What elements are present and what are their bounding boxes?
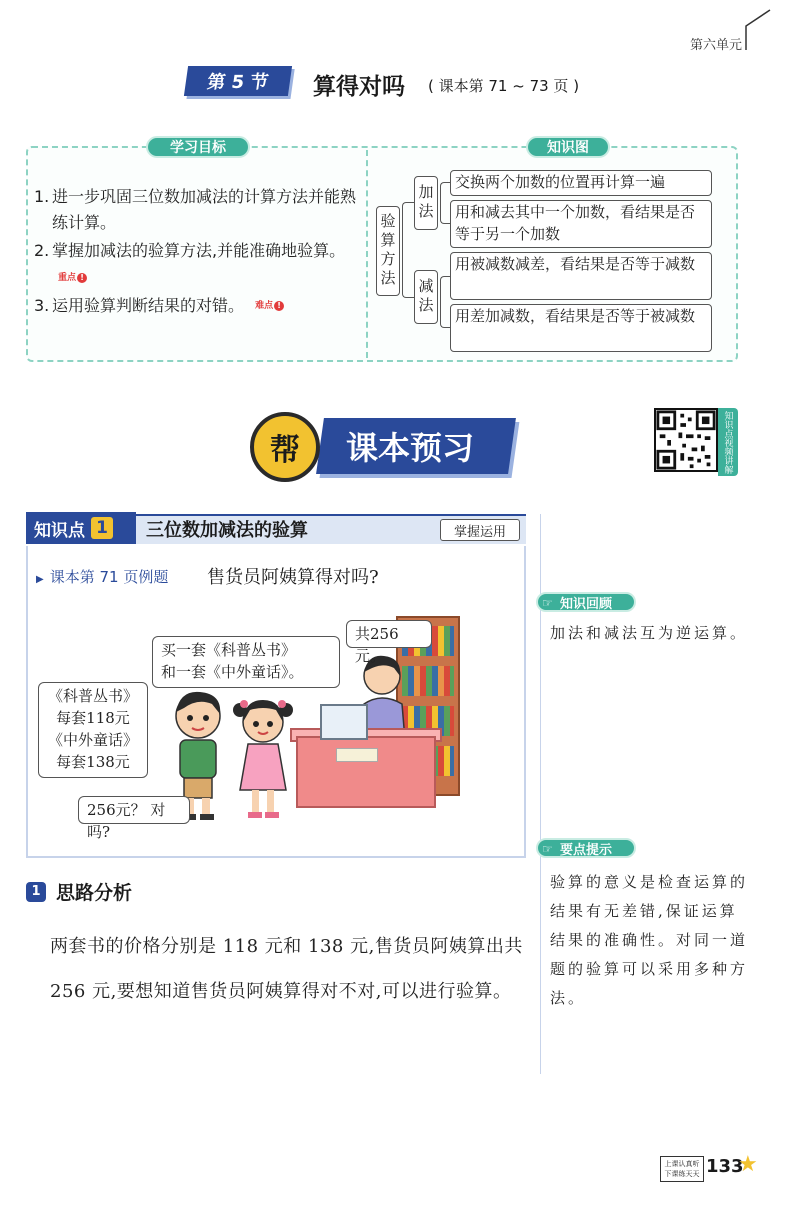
- goals-list: [34, 184, 364, 321]
- banner-title: 课本预习: [316, 418, 516, 474]
- qr-code-icon[interactable]: [654, 408, 718, 472]
- tips-text: 验算的意义是检查运算的结果有无差错,保证运算结果的准确性。对同一道题的验算可以采用多种方法。: [550, 873, 749, 1007]
- map-add-method-1: 交换两个加数的位置再计算一遍: [450, 170, 712, 196]
- review-text: 加法和减法互为逆运算。: [550, 624, 749, 642]
- map-add-label: 加法: [414, 176, 438, 230]
- goal-item: 3. 运用验算判断结果的对错。 难点 !: [34, 293, 364, 320]
- unit-title: 第六单元: [689, 38, 742, 53]
- page-number: 133: [706, 1156, 744, 1177]
- analysis-number: 1: [26, 882, 46, 902]
- paper-illustration: [336, 748, 378, 762]
- map-sub-method-2: 用差加减数，看结果是否等于被减数: [450, 304, 712, 352]
- key-point-tag: 重点 !: [58, 265, 87, 291]
- speech-bubble-total: 共256元。: [346, 620, 432, 648]
- review-label: ☞ 知识回顾: [536, 592, 636, 612]
- map-bracket-sub: [440, 276, 450, 328]
- triangle-icon: ▶: [36, 574, 44, 585]
- goal-item: 2. 掌握加减法的验算方法,并能准确地验算。 重点 !: [34, 238, 364, 291]
- difficult-point-tag: 难点 !: [255, 293, 284, 319]
- counter-illustration: [296, 736, 436, 808]
- knowledge-map-label: 知识图: [526, 136, 610, 158]
- section-title: 算得对吗: [313, 74, 405, 100]
- map-bracket-add: [440, 182, 450, 224]
- map-root: 验算方法: [376, 206, 400, 296]
- star-icon: ★: [738, 1152, 758, 1177]
- footer-motto: 上课认真听 下课练天天: [660, 1156, 704, 1182]
- girl-illustration: [232, 696, 294, 822]
- goals-label: 学习目标: [146, 136, 250, 158]
- corner-line: [742, 8, 772, 52]
- analysis-title: 思路分析: [56, 882, 133, 904]
- hand-pointer-icon: ☞: [542, 596, 553, 610]
- mastery-badge: 掌握运用: [440, 519, 520, 541]
- example-ref: ▶ 课本第 71 页例题: [36, 568, 169, 586]
- analysis-text: 两套书的价格分别是 118 元和 138 元,售货员阿姨算出共 256 元,要想知道售货员阿姨算得对不对,可以进行验算。: [50, 936, 523, 1002]
- map-sub-method-1: 用被减数减差，看结果是否等于减数: [450, 252, 712, 300]
- section-badge: 第 5 节: [184, 66, 292, 96]
- speech-bubble-check: 256元？ 对吗?: [78, 796, 190, 824]
- map-add-method-2: 用和减去其中一个加数，看结果是否等于另一个加数: [450, 200, 712, 248]
- knowledge-point-title: 三位数加减法的验算: [146, 520, 308, 541]
- hand-pointer-icon: ☞: [542, 842, 553, 856]
- goal-item: 1. 进一步巩固三位数加减法的计算方法并能熟练计算。: [34, 187, 357, 232]
- qr-video-tab: 知识点视频讲解: [718, 408, 738, 476]
- monitor-illustration: [320, 704, 368, 740]
- tips-label: ☞ 要点提示: [536, 838, 636, 858]
- map-sub-label: 减法: [414, 270, 438, 324]
- speech-bubble-books: 买一套《科普丛书》 和一套《中外童话》。: [152, 636, 340, 688]
- section-ref: ( 课本第 71 ~ 73 页 ): [428, 77, 580, 95]
- goals-divider: [366, 150, 368, 358]
- knowledge-point-label: 知识点 1: [26, 512, 136, 544]
- analysis-heading: [26, 878, 132, 905]
- example-question: 售货员阿姨算得对吗?: [207, 567, 379, 588]
- banner-circle: 帮: [250, 412, 320, 482]
- map-bracket-root: [402, 202, 414, 298]
- price-list-bubble: 《科普丛书》 每套118元 《中外童话》 每套138元: [38, 682, 148, 778]
